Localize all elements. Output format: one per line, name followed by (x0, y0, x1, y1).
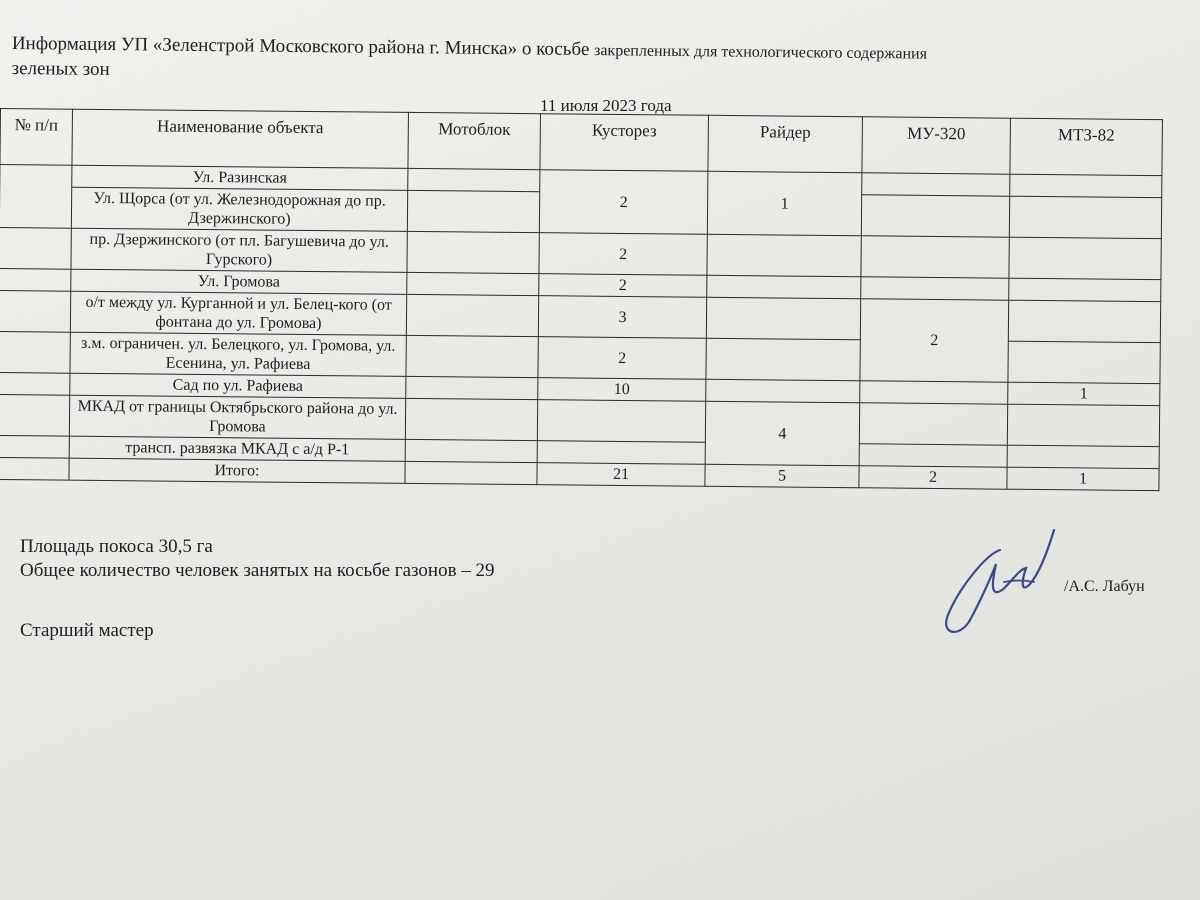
object-name: о/т между ул. Курганной и ул. Белец-кого (от фонтана до ул. Громова) (70, 291, 406, 335)
mtz82-cell: 1 (1008, 382, 1160, 405)
motoblok-cell (406, 294, 538, 336)
mu320-cell (859, 403, 1007, 445)
header-kustorez: Кусторез (540, 114, 709, 172)
mtz82-cell (1009, 278, 1161, 301)
raider-cell (706, 338, 860, 380)
header-raider: Райдер (708, 115, 863, 172)
raider-cell: 4 (705, 401, 860, 465)
header-num: № п/п (0, 109, 72, 166)
signer-name: /А.С. Лабун (1064, 578, 1145, 595)
mtz82-cell (1008, 341, 1160, 383)
mu320-total: 2 (859, 466, 1007, 489)
kustorez-cell: 3 (538, 296, 706, 339)
header-mtz82: МТЗ-82 (1010, 118, 1163, 175)
motoblok-cell (406, 376, 538, 399)
mtz82-cell (1008, 300, 1160, 342)
raider-cell (707, 275, 861, 298)
mu320-cell (859, 444, 1007, 467)
motoblok-cell (405, 398, 537, 440)
num-cell (0, 457, 69, 480)
raider-cell: 1 (707, 171, 862, 235)
raider-cell (707, 234, 861, 276)
title-line1-small: закрепленных для технологического содержания (593, 42, 928, 63)
num-cell (0, 372, 70, 395)
object-name: МКАД от границы Октябрьского района до ул. Громова (69, 395, 405, 439)
kustorez-cell: 2 (538, 337, 706, 380)
object-name: трансп. развязка МКАД с а/д Р-1 (69, 436, 405, 461)
mu320-cell (862, 173, 1010, 196)
object-name: з.м. ограничен. ул. Белецкого, ул. Громова, ул. Есенина, ул. Рафиева (70, 332, 406, 376)
mu320-cell (861, 277, 1009, 300)
num-cell (0, 290, 71, 332)
mtz82-cell (1009, 237, 1161, 279)
motoblok-cell (408, 168, 540, 191)
mowing-table-wrap (0, 108, 1162, 491)
num-cell (0, 268, 71, 291)
kustorez-cell: 10 (538, 378, 706, 402)
title-line2: зеленых зон (11, 57, 110, 81)
signature-mark (930, 520, 1070, 640)
total-label: Итого: (69, 458, 405, 483)
kustorez-cell (537, 441, 705, 465)
object-name: Ул. Разинская (72, 165, 408, 190)
kustorez-cell: 2 (539, 233, 707, 276)
document-date: 11 июля 2023 года (540, 96, 672, 115)
object-name: пр. Дзержинского (от пл. Багушевича до ул. Гурского) (71, 228, 407, 272)
kustorez-total: 21 (537, 463, 705, 487)
position-title: Старший мастер (20, 620, 154, 641)
motoblok-cell (407, 231, 539, 273)
kustorez-cell (537, 400, 705, 443)
num-cell (0, 435, 69, 458)
object-name: Ул. Громова (71, 269, 407, 294)
num-cell (0, 165, 72, 229)
raider-cell (706, 297, 860, 339)
kustorez-cell: 2 (539, 274, 707, 298)
mu320-cell: 2 (860, 299, 1009, 382)
motoblok-cell (405, 439, 537, 462)
num-cell (0, 227, 71, 269)
mtz82-cell (1009, 196, 1161, 238)
motoblok-cell (407, 272, 539, 295)
num-cell (0, 394, 70, 436)
people-count: Общее количество человек занятых на косьбе газонов – 29 (20, 560, 495, 581)
num-cell (0, 331, 70, 373)
motoblok-total (405, 461, 537, 484)
document-title (11, 32, 1161, 93)
mtz82-total: 1 (1007, 467, 1159, 490)
mowing-table (0, 108, 1163, 491)
mtz82-cell (1007, 445, 1159, 468)
mtz82-cell (1007, 404, 1159, 446)
mu320-cell (861, 195, 1009, 237)
mowing-area: Площадь покоса 30,5 га (20, 536, 213, 557)
header-motoblok: Мотоблок (408, 112, 541, 169)
object-name: Ул. Щорса (от ул. Железнодорожная до пр. Дзержинского) (71, 187, 407, 231)
header-mu320: МУ-320 (862, 117, 1011, 174)
title-line1: Информация УП «Зеленстрой Московского района г. Минска» о косьбе (11, 32, 595, 61)
object-name: Сад по ул. Рафиева (70, 373, 406, 398)
mu320-cell (861, 236, 1009, 278)
header-name: Наименование объекта (72, 109, 409, 168)
raider-total: 5 (705, 464, 859, 487)
mtz82-cell (1010, 174, 1162, 197)
motoblok-cell (406, 335, 538, 377)
motoblok-cell (407, 190, 539, 232)
raider-cell (706, 379, 860, 402)
mu320-cell (860, 381, 1008, 404)
kustorez-cell: 2 (539, 170, 708, 235)
